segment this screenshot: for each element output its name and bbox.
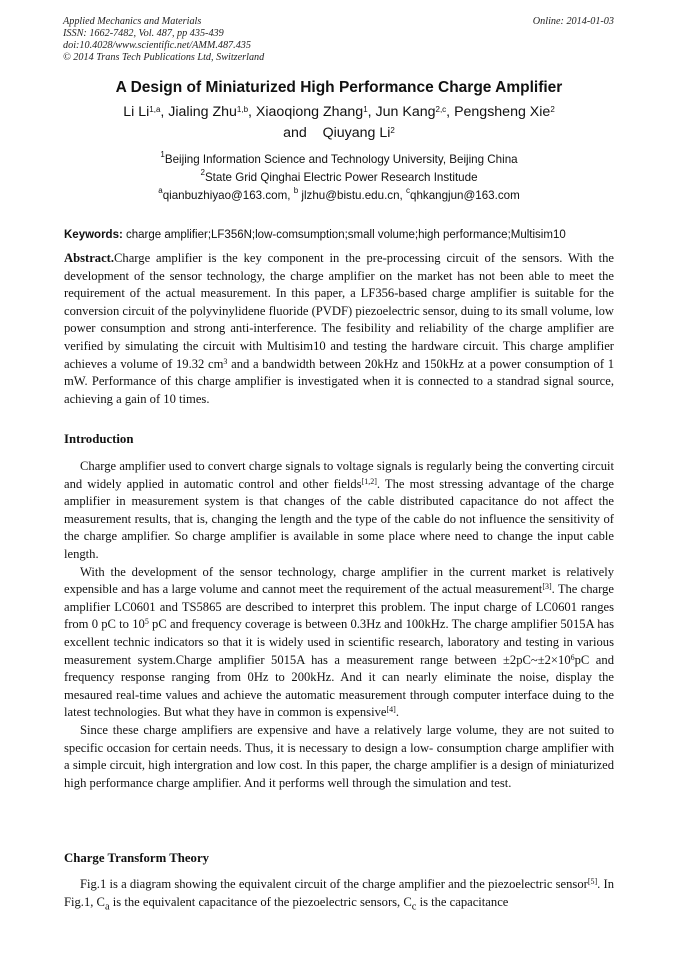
issn-line: ISSN: 1662-7482, Vol. 487, pp 435-439 bbox=[63, 28, 224, 39]
author: Li Li bbox=[123, 104, 150, 120]
affiliation-1: $^1$Beijing Information Science and Technology University, Beijing China bbox=[160, 150, 518, 166]
doi-line: doi:10.4028/www.scientific.net/AMM.487.435 bbox=[63, 40, 251, 51]
keywords-text: charge amplifier;LF356N;low-comsumption;small volume;high performance;Multisim10 bbox=[126, 229, 566, 241]
affiliation-2: $^2$State Grid Qinghai Electric Power Research Institude bbox=[200, 168, 478, 184]
introduction-body bbox=[64, 458, 614, 792]
paragraph: Since these charge amplifiers are expensive and have a relatively large volume, they are not suited to specific occasion for certain needs. Thus, it is necessary to design a low- consumption charge amplifier with a simple circuit, high intergration and low cost. In this paper, the charge amplifier is a design of miniaturized high performance charge amplifier. And it performs well through the simulation and test. bbox=[64, 722, 614, 790]
author: Jialing Zhu bbox=[168, 104, 237, 120]
copyright-line: © 2014 Trans Tech Publications Ltd, Switzerland bbox=[63, 52, 265, 63]
author: Jun Kang bbox=[375, 104, 436, 120]
author: Xiaoqiong Zhang bbox=[255, 104, 364, 120]
paragraph: With the development of the sensor technology, charge amplifier in the current market is relatively expensible and has a large volume and cannot meet the requirement of the actual measurement[3]. The charge amplifier LC0601 and TS5865 are described to interpret this problem. The input charge of LC0601 ranges from 0 pC to $10^5$ pC and frequency coverage is between 0.3Hz and 100kHz. The charge amplifier 5015A has excellent technic indicators so that it is widely used in scientific research, laboratory and testing in various measurement system.Charge amplifier 5015A has a measurement range between $\pm 2pC\sim\pm 2\times 10^6pC$ and frequency response ranging from 0Hz to 200kHz. And it can nearly eliminate the noise, display the mesaured real-time values and achieve the automatic measurement through computer interface duing to the latest technologies. But what they have in common is expensive[4]. bbox=[64, 564, 614, 720]
journal-name: Applied Mechanics and Materials bbox=[63, 16, 202, 27]
paragraph: Fig.1 is a diagram showing the equivalent circuit of the charge amplifier and the piezoelectric sensor[5]. In Fig.1, $C_a$ is the equivalent capacitance of the piezoelectric sensors, $C_c$ is the capacitance bbox=[64, 877, 614, 913]
section-heading-introduction: Introduction bbox=[64, 432, 134, 446]
keywords bbox=[64, 229, 566, 241]
paper-title: A Design of Miniaturized High Performance Charge Amplifier bbox=[115, 79, 563, 96]
abstract-label: Abstract. bbox=[64, 251, 115, 265]
keywords-label: Keywords: bbox=[64, 229, 123, 241]
author: Qiuyang Li bbox=[322, 125, 391, 141]
author: Pengsheng Xie bbox=[454, 104, 551, 120]
paragraph: Charge amplifier used to convert charge signals to voltage signals is regularly being the converting circuit and widely applied in automatic control and other fields[1,2]. The most stressing advantage of the charge amplifier in measurement system is that changes of the cable distributed capacitance do not affect the measurement results, that is, changing the length and the type of the cable do not influence the sensitivity of the charge amplifier. So charge amplifier is available in some place where need to change the input cable length. bbox=[64, 459, 614, 561]
author-list: Li Li$^{1,a}$, Jialing Zhu$^{1,b}$, Xiaoqiong Zhang$^1$, Jun Kang$^{2,c}$, Pengsheng Xie$^2$ and Qiuyang Li$^2$ bbox=[123, 104, 555, 141]
section-heading-charge-transform: Charge Transform Theory bbox=[64, 851, 210, 865]
abstract: Abstract.Charge amplifier is the key component in the pre-processing circuit of the sensors. With the development of the sensor technology, the charge amplifier on the market has not been able to meet the requirement of the actual measurement. In this paper, a LF356-based charge amplifier is suitable for the conversion circuit of the polyvinylidene fluoride (PVDF) piezoelectric sensor, duing to its small volume, low power consumption and strong anti-interference. The fesibility and reliability of the charge amplifier are verified by simulating the circuit with Multisim10 and testing the hardware circuit. This charge amplifier achieves a volume of 19.32 $cm^3$ and a bandwidth between 20kHz and 150kHz at a power consumption of 1 mW. Performance of this charge amplifier is investigated when it is connected to a standrad signal source, achieving a gain of 10 times. bbox=[64, 251, 615, 406]
online-date: Online: 2014-01-03 bbox=[532, 16, 614, 27]
theory-body bbox=[64, 876, 614, 916]
author-conjunction: and bbox=[283, 125, 307, 141]
author-emails: $^a$qianbuzhiyao@163.com, $^b$ jlzhu@bistu.edu.cn, $^c$qhkangjun@163.com bbox=[158, 186, 520, 202]
